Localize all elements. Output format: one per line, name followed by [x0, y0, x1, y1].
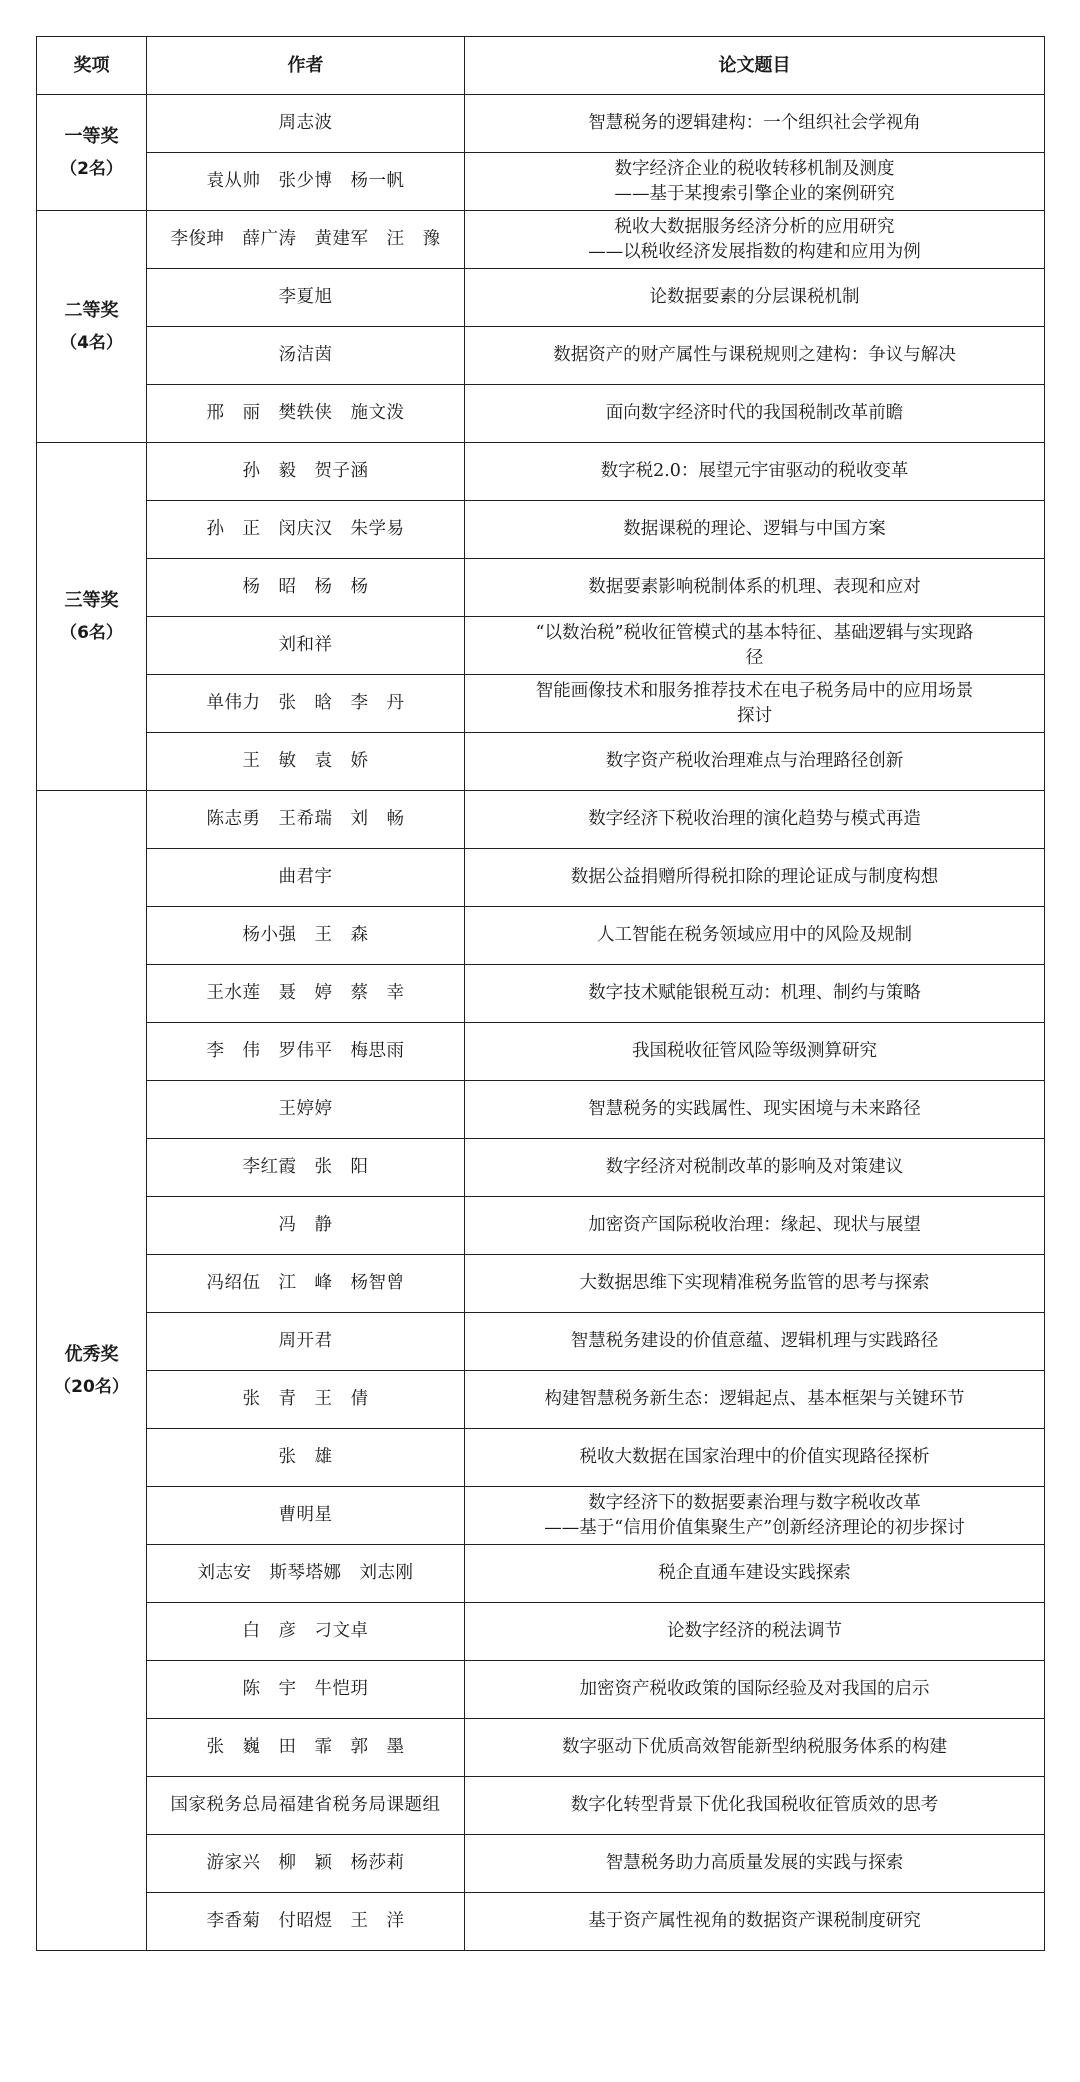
table-row	[37, 907, 1045, 965]
table-header	[37, 37, 1045, 95]
table-row	[37, 1371, 1045, 1429]
table-row	[37, 1545, 1045, 1603]
paper-title-cell: 数字技术赋能银税互动：机理、制约与策略	[465, 965, 1045, 1023]
award-tier-count: （20名）	[54, 1376, 129, 1397]
paper-title-cell: 数字资产税收治理难点与治理路径创新	[465, 733, 1045, 791]
author-cell: 李夏旭	[147, 269, 465, 327]
author-cell: 周开君	[147, 1313, 465, 1371]
paper-title-cell: 数字经济对税制改革的影响及对策建议	[465, 1139, 1045, 1197]
paper-title-cell: 税企直通车建设实践探索	[465, 1545, 1045, 1603]
author-cell: 汤洁茵	[147, 327, 465, 385]
award-tier-cell	[37, 443, 147, 791]
author-cell: 李香菊 付昭煜 王 洋	[147, 1893, 465, 1951]
author-cell: 张 巍 田 霏 郭 墨	[147, 1719, 465, 1777]
author-cell: 曹明星	[147, 1487, 465, 1545]
table-row	[37, 1139, 1045, 1197]
award-tier-cell	[37, 211, 147, 443]
paper-title-cell: 税收大数据服务经济分析的应用研究 ——以税收经济发展指数的构建和应用为例	[465, 211, 1045, 269]
author-cell: 孙 正 闵庆汉 朱学易	[147, 501, 465, 559]
table-row	[37, 675, 1045, 733]
author-cell: 李 伟 罗伟平 梅思雨	[147, 1023, 465, 1081]
author-cell: 王 敏 袁 娇	[147, 733, 465, 791]
award-tier-cell	[37, 791, 147, 1951]
award-tier-count: （2名）	[60, 158, 123, 179]
paper-title-cell: 大数据思维下实现精准税务监管的思考与探索	[465, 1255, 1045, 1313]
author-cell: 陈 宇 牛恺玥	[147, 1661, 465, 1719]
paper-title-cell: 数字化转型背景下优化我国税收征管质效的思考	[465, 1777, 1045, 1835]
author-cell: 白 彦 刁文卓	[147, 1603, 465, 1661]
paper-title-cell: 数字税2.0：展望元宇宙驱动的税收变革	[465, 443, 1045, 501]
author-cell: 袁从帅 张少博 杨一帆	[147, 153, 465, 211]
paper-title-cell: 人工智能在税务领域应用中的风险及规制	[465, 907, 1045, 965]
table-row	[37, 1893, 1045, 1951]
table-row	[37, 327, 1045, 385]
table-row	[37, 965, 1045, 1023]
table-row	[37, 1023, 1045, 1081]
author-cell: 杨小强 王 森	[147, 907, 465, 965]
author-cell: 游家兴 柳 颖 杨莎莉	[147, 1835, 465, 1893]
table-row	[37, 1197, 1045, 1255]
author-cell: 刘和祥	[147, 617, 465, 675]
table-row	[37, 153, 1045, 211]
paper-title-cell: 论数字经济的税法调节	[465, 1603, 1045, 1661]
author-cell: 杨 昭 杨 杨	[147, 559, 465, 617]
author-cell: 李红霞 张 阳	[147, 1139, 465, 1197]
paper-title-cell: 数字经济下的数据要素治理与数字税收改革 ——基于“信用价值集聚生产”创新经济理论的初步探讨	[465, 1487, 1045, 1545]
paper-title-cell: 加密资产国际税收治理：缘起、现状与展望	[465, 1197, 1045, 1255]
paper-title-cell: 数字经济企业的税收转移机制及测度 ——基于某搜索引擎企业的案例研究	[465, 153, 1045, 211]
author-cell: 曲君宇	[147, 849, 465, 907]
award-tier-count: （4名）	[60, 332, 123, 353]
table-row	[37, 1777, 1045, 1835]
table-row	[37, 849, 1045, 907]
table-row	[37, 1487, 1045, 1545]
author-cell: 陈志勇 王希瑞 刘 畅	[147, 791, 465, 849]
author-cell: 孙 毅 贺子涵	[147, 443, 465, 501]
table-row	[37, 1603, 1045, 1661]
award-tier-cell	[37, 95, 147, 211]
paper-title-cell: 税收大数据在国家治理中的价值实现路径探析	[465, 1429, 1045, 1487]
table-row	[37, 211, 1045, 269]
author-cell: 单伟力 张 晗 李 丹	[147, 675, 465, 733]
author-cell: 王婷婷	[147, 1081, 465, 1139]
author-cell: 张 青 王 倩	[147, 1371, 465, 1429]
table-row	[37, 385, 1045, 443]
table-row	[37, 1719, 1045, 1777]
author-cell: 国家税务总局福建省税务局课题组	[147, 1777, 465, 1835]
table-row	[37, 617, 1045, 675]
paper-title-cell: 数据课税的理论、逻辑与中国方案	[465, 501, 1045, 559]
award-tier-count: （6名）	[60, 622, 123, 643]
award-tier-name: 三等奖	[64, 589, 119, 611]
author-cell: 邢 丽 樊轶侠 施文泼	[147, 385, 465, 443]
table-row	[37, 1255, 1045, 1313]
paper-title-cell: 论数据要素的分层课税机制	[465, 269, 1045, 327]
header-title: 论文题目	[465, 37, 1045, 95]
author-cell: 冯 静	[147, 1197, 465, 1255]
paper-title-cell: 智慧税务的逻辑建构：一个组织社会学视角	[465, 95, 1045, 153]
header-award: 奖项	[37, 37, 147, 95]
paper-title-cell: 我国税收征管风险等级测算研究	[465, 1023, 1045, 1081]
paper-title-cell: 加密资产税收政策的国际经验及对我国的启示	[465, 1661, 1045, 1719]
table-row	[37, 1835, 1045, 1893]
author-cell: 周志波	[147, 95, 465, 153]
paper-title-cell: 构建智慧税务新生态：逻辑起点、基本框架与关键环节	[465, 1371, 1045, 1429]
paper-title-cell: 智慧税务助力高质量发展的实践与探索	[465, 1835, 1045, 1893]
paper-title-cell: “以数治税”税收征管模式的基本特征、基础逻辑与实现路 径	[465, 617, 1045, 675]
table-row	[37, 1081, 1045, 1139]
author-cell: 张 雄	[147, 1429, 465, 1487]
paper-title-cell: 基于资产属性视角的数据资产课税制度研究	[465, 1893, 1045, 1951]
table-body	[37, 95, 1045, 1951]
table-row	[37, 1661, 1045, 1719]
table-row	[37, 733, 1045, 791]
author-cell: 王水莲 聂 婷 蔡 幸	[147, 965, 465, 1023]
header-author: 作者	[147, 37, 465, 95]
award-tier-name: 二等奖	[64, 299, 119, 321]
table-row	[37, 95, 1045, 153]
table-row	[37, 443, 1045, 501]
table-row	[37, 269, 1045, 327]
table-row	[37, 559, 1045, 617]
paper-title-cell: 面向数字经济时代的我国税制改革前瞻	[465, 385, 1045, 443]
paper-title-cell: 数据资产的财产属性与课税规则之建构：争议与解决	[465, 327, 1045, 385]
award-tier-name: 一等奖	[64, 125, 119, 147]
table-row	[37, 1429, 1045, 1487]
award-tier-name: 优秀奖	[64, 1343, 119, 1365]
paper-title-cell: 智慧税务建设的价值意蕴、逻辑机理与实践路径	[465, 1313, 1045, 1371]
paper-title-cell: 数字驱动下优质高效智能新型纳税服务体系的构建	[465, 1719, 1045, 1777]
paper-title-cell: 数据要素影响税制体系的机理、表现和应对	[465, 559, 1045, 617]
paper-title-cell: 数据公益捐赠所得税扣除的理论证成与制度构想	[465, 849, 1045, 907]
header-row	[37, 37, 1045, 95]
award-table	[36, 36, 1045, 1951]
paper-title-cell: 智慧税务的实践属性、现实困境与未来路径	[465, 1081, 1045, 1139]
author-cell: 冯绍伍 江 峰 杨智曾	[147, 1255, 465, 1313]
table-row	[37, 1313, 1045, 1371]
author-cell: 刘志安 斯琴塔娜 刘志刚	[147, 1545, 465, 1603]
paper-title-cell: 智能画像技术和服务推荐技术在电子税务局中的应用场景 探讨	[465, 675, 1045, 733]
table-row	[37, 501, 1045, 559]
table-row	[37, 791, 1045, 849]
paper-title-cell: 数字经济下税收治理的演化趋势与模式再造	[465, 791, 1045, 849]
author-cell: 李俊珅 薛广涛 黄建军 汪 豫	[147, 211, 465, 269]
